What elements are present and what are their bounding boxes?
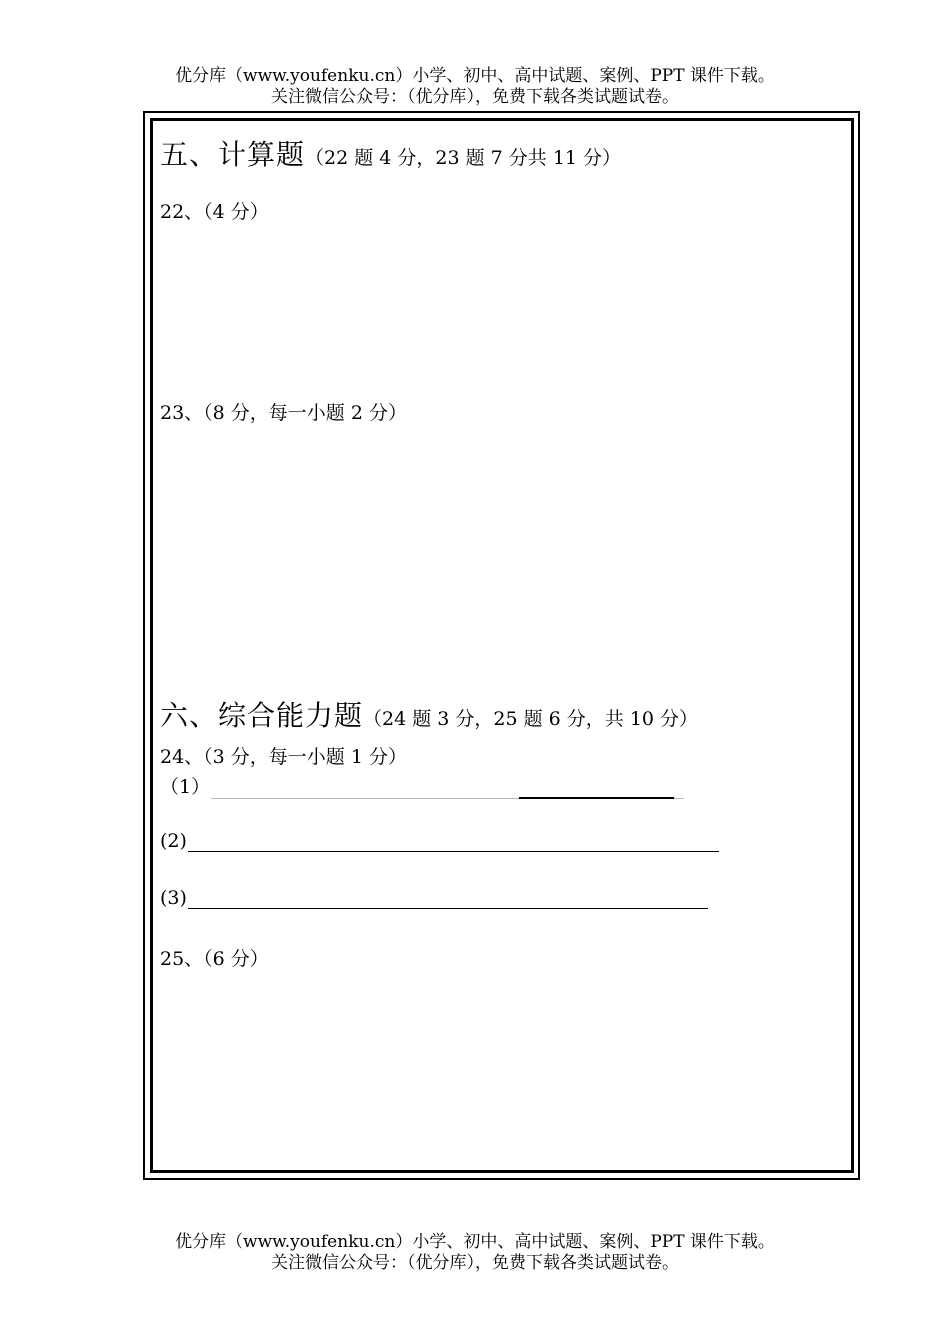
answer-1-blank-b[interactable] xyxy=(519,777,674,799)
answer-1-blank-a[interactable] xyxy=(211,778,519,799)
question-25-label: 25、（6 分） xyxy=(160,948,269,970)
answer-2-blank[interactable] xyxy=(188,831,719,852)
header-line-1: 优分库（www.youfenku.cn）小学、初中、高中试题、案例、PPT 课件下载。 xyxy=(175,66,775,86)
answer-2-label: (2) xyxy=(160,830,187,852)
answer-sheet-inner-border xyxy=(150,118,854,1173)
answer-row-2 xyxy=(160,830,719,852)
answer-row-3 xyxy=(160,887,708,909)
header-line-2: 关注微信公众号：（优分库），免费下载各类试题试卷。 xyxy=(271,87,679,107)
answer-3-blank[interactable] xyxy=(188,888,708,909)
page-footer xyxy=(0,1232,950,1274)
answer-3-label: (3) xyxy=(160,887,187,909)
section-6-heading xyxy=(160,694,698,734)
question-22-label: 22、（4 分） xyxy=(160,201,269,223)
section-5-heading xyxy=(160,133,621,173)
section-6-note: （24 题 3 分，25 题 6 分，共 10 分） xyxy=(363,708,699,730)
footer-line-2: 关注微信公众号：（优分库），免费下载各类试题试卷。 xyxy=(271,1253,679,1273)
question-23-label: 23、（8 分，每一小题 2 分） xyxy=(160,402,407,424)
page-header xyxy=(0,66,950,108)
section-5-title: 五、计算题 xyxy=(160,138,306,171)
answer-1-label: （1） xyxy=(160,776,211,798)
section-5-note: （22 题 4 分，23 题 7 分共 11 分） xyxy=(305,147,622,169)
section-6-title: 六、综合能力题 xyxy=(160,699,364,732)
answer-row-1 xyxy=(160,772,684,799)
question-24-label: 24、（3 分，每一小题 1 分） xyxy=(160,746,407,768)
answer-1-blank-c xyxy=(674,778,684,799)
footer-line-1: 优分库（www.youfenku.cn）小学、初中、高中试题、案例、PPT 课件下载。 xyxy=(175,1232,775,1252)
